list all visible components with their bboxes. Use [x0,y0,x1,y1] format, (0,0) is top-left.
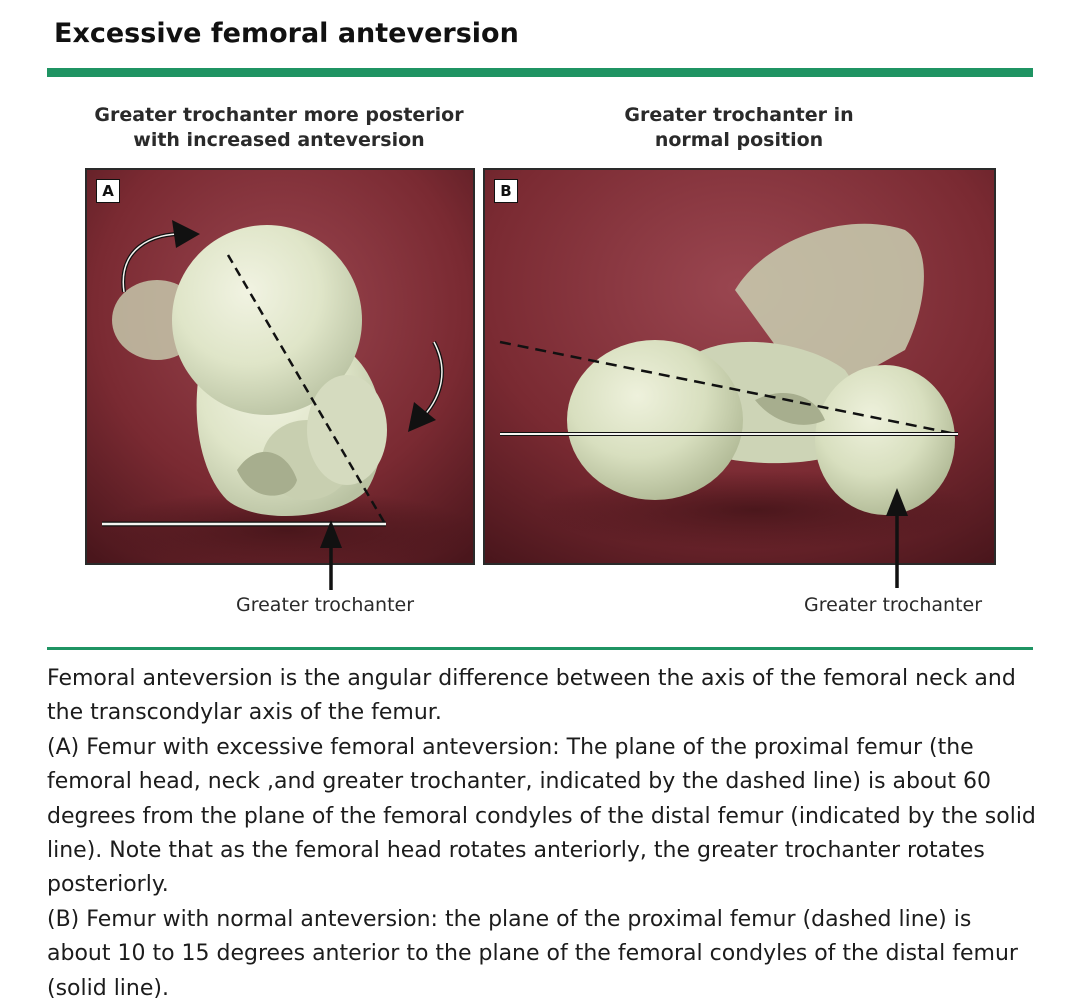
description-paragraph-3: (B) Femur with normal anteversion: the plane of the proximal femur (dashed line) is about 10 to 15 degrees anterior to the plane of the femoral condyles of the distal femur (solid line). [47,906,1018,1001]
panel-a-caption-line1: Greater trochanter more posterior [94,104,464,126]
panel-b-caption-line1: Greater trochanter in [624,104,854,126]
panel-b-pointer-label: Greater trochanter [804,594,983,616]
panel-a-pointer-label: Greater trochanter [236,594,415,616]
page-title: Excessive femoral anteversion [54,18,519,49]
panel-a-dashed-line [228,255,384,522]
description-paragraph-1: Femoral anteversion is the angular difference between the axis of the femoral neck and the transcondylar axis of the femur. [47,666,1016,726]
panel-b-dashed-line [500,342,956,434]
panel-a-caption-line2: with increased anteversion [133,129,425,151]
description-paragraph-2: (A) Femur with excessive femoral anteversion: The plane of the proximal femur (the femoral head, neck ,and greater trochanter, indicated by the dashed line) is about 60 degrees from the plane of the femoral condyles of the distal femur (indicated by the solid line). Note that as the femoral head rotates anteriorly, the greater trochanter rotates posteriorly. [47,734,1036,898]
bottom-divider [47,647,1033,650]
description [47,662,1037,1006]
panel-b-caption-line2: normal position [654,129,824,151]
panel-b-label: B [494,179,518,203]
panel-a-label: A [96,179,120,203]
